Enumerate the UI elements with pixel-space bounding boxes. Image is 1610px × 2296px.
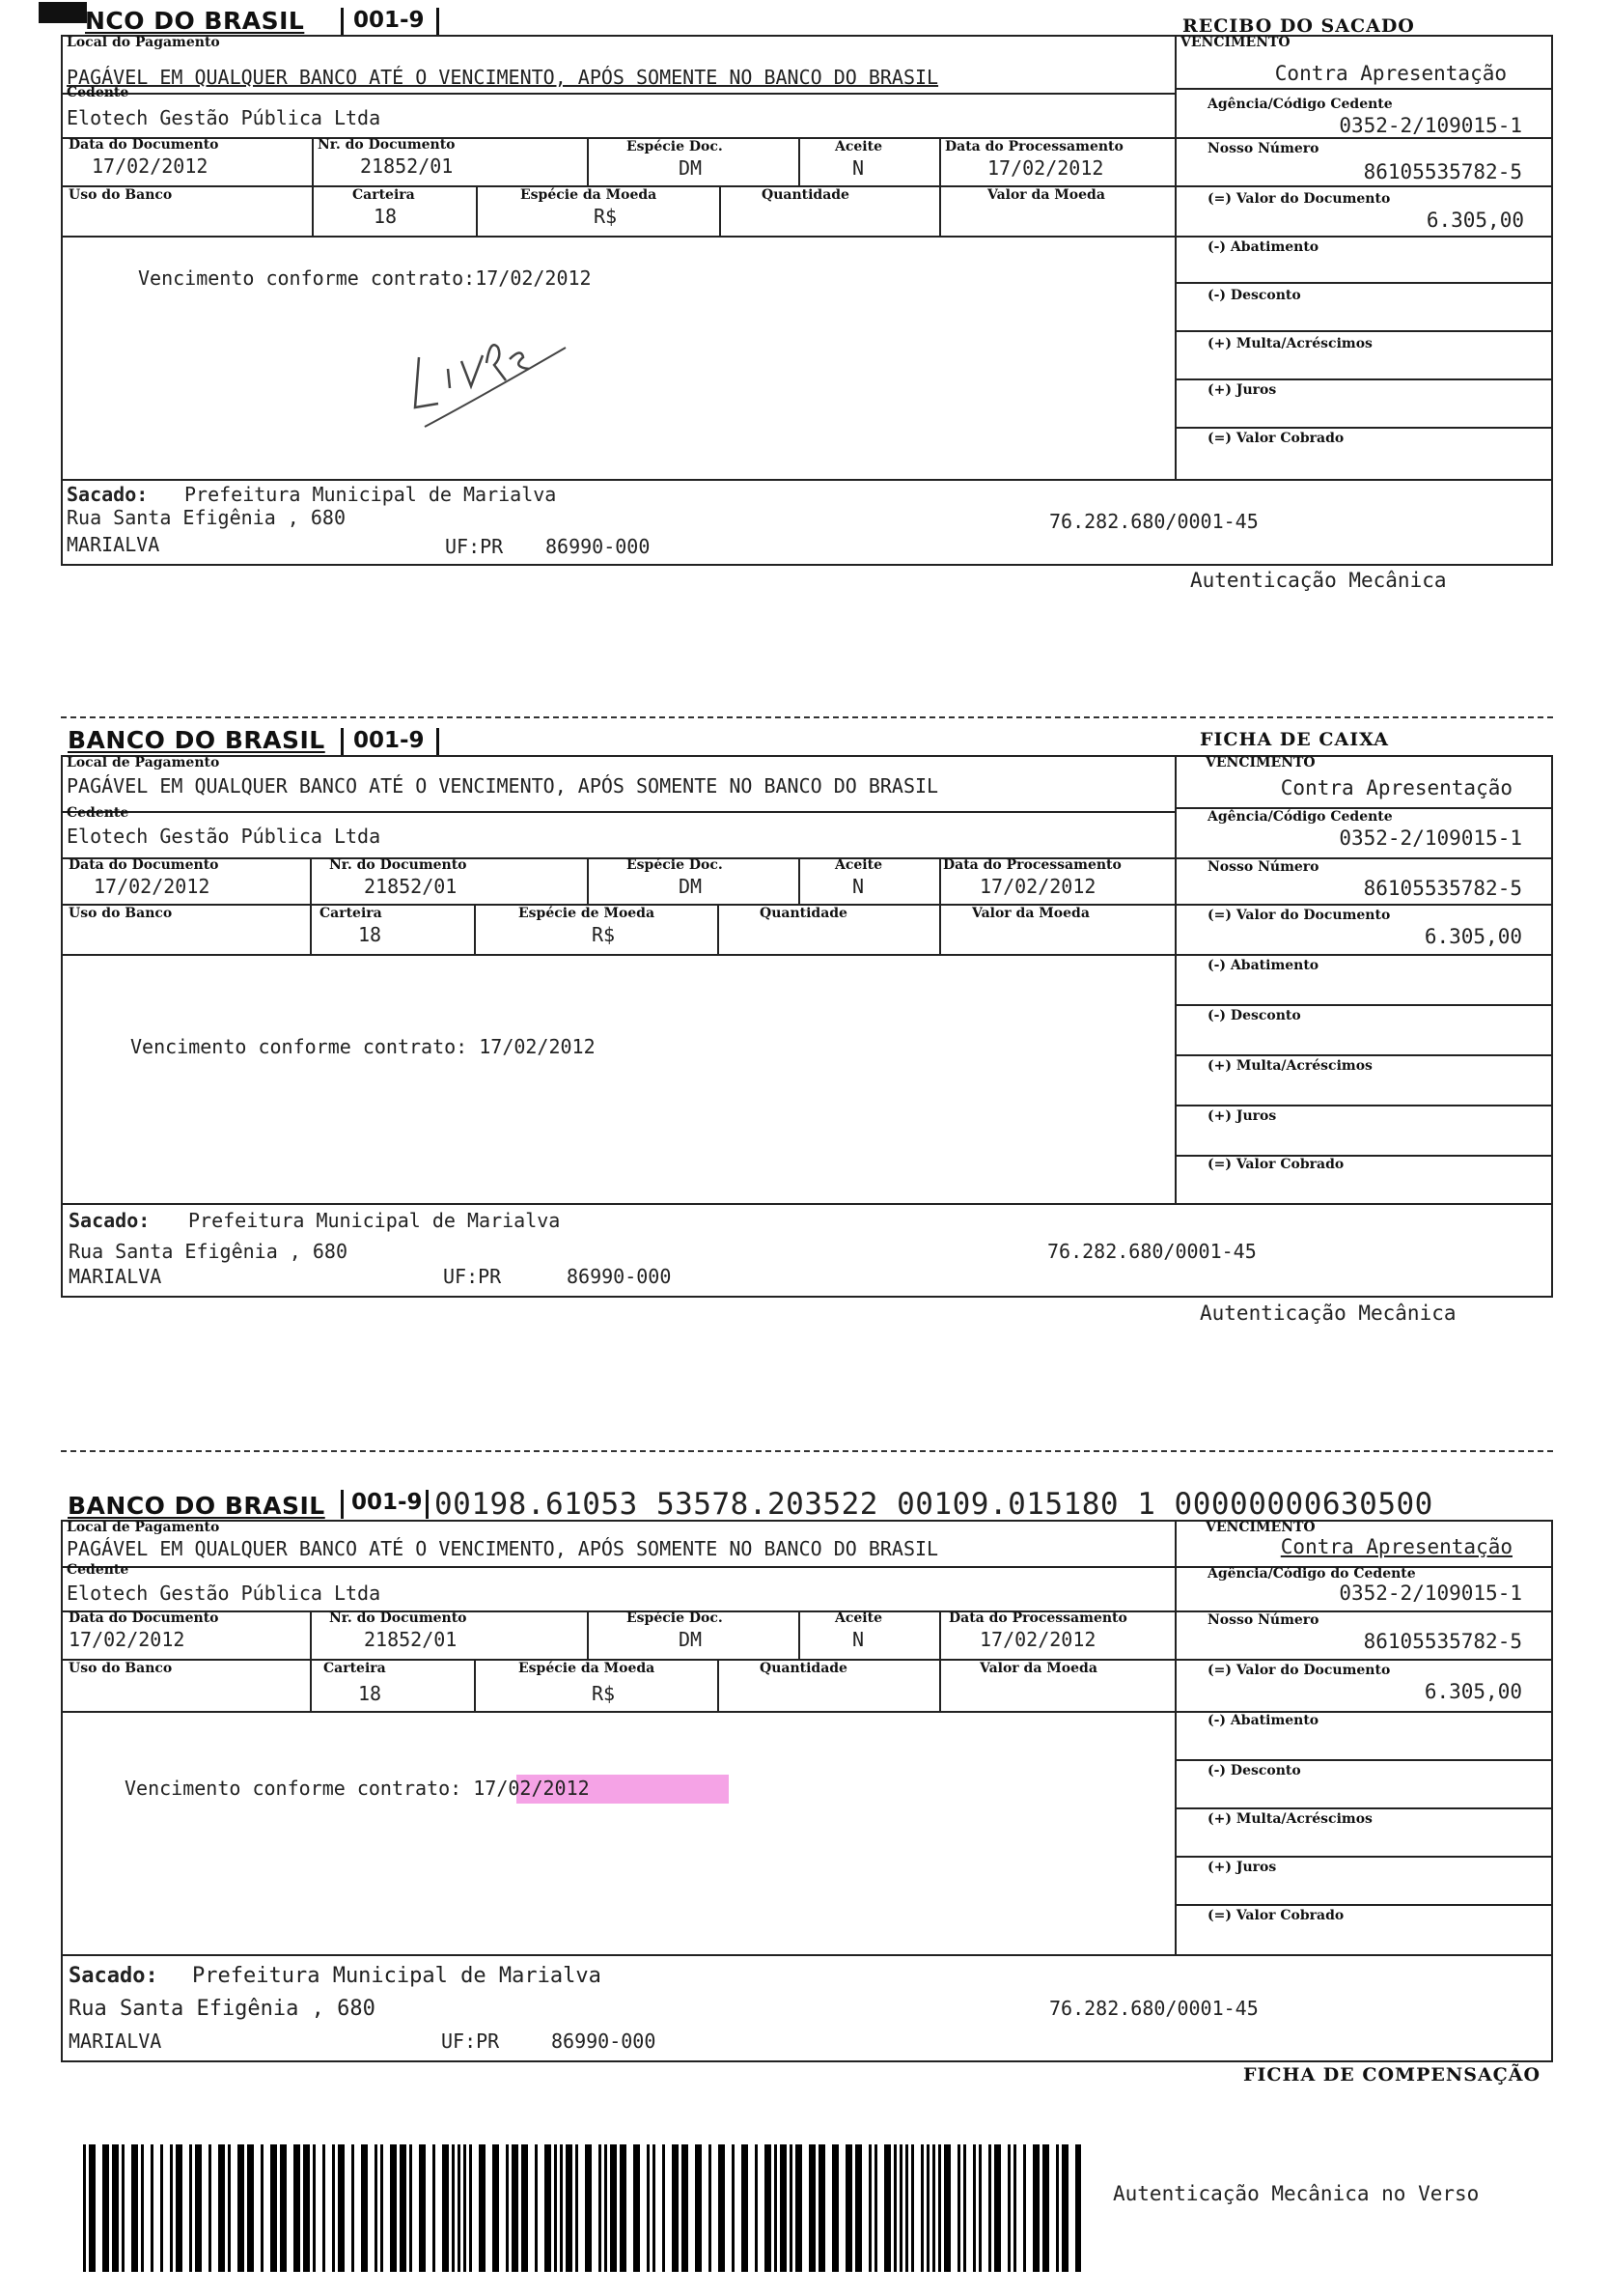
uso-banco-label: Uso do Banco [69,187,173,203]
cnpj: 76.282.680/0001-45 [1047,1240,1257,1263]
data-doc-label: Data do Documento [69,137,219,153]
barcode-bar [303,2144,310,2272]
barcode-bar [237,2144,244,2272]
nr-doc-label: Nr. do Documento [329,1610,467,1626]
barcode-bar [662,2144,665,2272]
instrucao [125,1777,590,1800]
vencimento-label: VENCIMENTO [1206,1520,1316,1535]
carteira-label: Carteira [319,906,382,921]
data-doc-label: Data do Documento [69,1610,219,1626]
barcode-bar [633,2144,640,2272]
barcode-bar [575,2144,578,2272]
scan-blot [39,2,87,23]
barcode-bar [932,2144,935,2272]
barcode-bar [479,2144,486,2272]
sacado-endereco: Rua Santa Efigênia , 680 [69,1240,347,1263]
boleto-form [61,1520,1553,2062]
abatimento-label: (-) Abatimento [1208,239,1319,255]
barcode-bar [390,2144,397,2272]
multa-label: (+) Multa/Acréscimos [1208,1811,1373,1827]
barcode-bar [790,2144,792,2272]
valor-doc: 6.305,00 [1424,925,1522,948]
data-proc-label: Data do Processamento [943,857,1122,873]
nr-doc: 21852/01 [360,154,454,178]
local-pagamento: PAGÁVEL EM QUALQUER BANCO ATÉ O VENCIMENTO, APÓS SOMENTE NO BANCO DO BRASIL [67,774,939,798]
data-proc: 17/02/2012 [980,1628,1096,1651]
valor-doc-label: (=) Valor do Documento [1208,1663,1391,1678]
barcode-bar [112,2144,119,2272]
nosso-numero: 86105535782-5 [1363,877,1522,900]
especie-moeda: R$ [592,1682,616,1705]
bank-code-divider [426,1490,429,1519]
boleto-form [61,35,1553,566]
barcode-bar [492,2144,499,2272]
barcode-bar [469,2144,472,2272]
valor-cobrado-label: (=) Valor Cobrado [1208,1908,1345,1923]
data-doc: 17/02/2012 [69,1628,185,1651]
handwritten-signature [405,319,579,434]
quantidade-label: Quantidade [762,187,849,203]
barcode-bar [695,2144,702,2272]
barcode-bar [83,2144,86,2272]
barcode-bar [905,2144,908,2272]
barcode-bar [874,2144,877,2272]
nr-doc-label: Nr. do Documento [329,857,467,873]
barcode-bar [894,2144,897,2272]
valor-cobrado-label: (=) Valor Cobrado [1208,431,1345,446]
instrucao: Vencimento conforme contrato:17/02/2012 [138,266,592,290]
barcode-bar [208,2144,211,2272]
barcode-bar [280,2144,287,2272]
agencia-label: Agência/Código Cedente [1208,97,1393,112]
cut-line [61,1450,1553,1452]
carteira: 18 [358,1682,382,1705]
barcode-bar [270,2144,277,2272]
cut-line [61,716,1553,718]
barcode-bar [585,2144,592,2272]
barcode-bar [361,2144,368,2272]
valor-cobrado-label: (=) Valor Cobrado [1208,1157,1345,1172]
sacado-cidade: MARIALVA [67,533,160,556]
abatimento-label: (-) Abatimento [1208,958,1319,973]
especie-doc: DM [679,156,703,180]
barcode-bar [809,2144,816,2272]
barcode-bar [544,2144,551,2272]
sacado-cep: 86990-000 [545,535,651,558]
barcode-bar [102,2144,109,2272]
uso-banco-label: Uso do Banco [69,1661,173,1676]
barcode-bar [351,2144,354,2272]
data-proc: 17/02/2012 [980,875,1096,898]
cedente: Elotech Gestão Pública Ltda [67,825,381,848]
cnpj: 76.282.680/0001-45 [1049,1997,1259,2020]
bank-code-divider [436,8,439,37]
data-proc-label: Data do Processamento [949,1610,1127,1626]
autenticacao-label: Autenticação Mecânica [1200,1302,1457,1325]
barcode-bar [652,2144,655,2272]
barcode-bar [780,2144,787,2272]
vencimento-label: VENCIMENTO [1206,755,1316,770]
barcode-bar [855,2144,862,2272]
especie-doc: DM [679,1628,703,1651]
barcode-bar [672,2144,679,2272]
barcode-bar [610,2144,617,2272]
barcode-bar [151,2144,153,2272]
carteira: 18 [374,205,398,228]
barcode-bar [1023,2144,1026,2272]
instrucao-highlighted: : 17/02/2012 [450,1777,590,1800]
barcode-bar [911,2144,914,2272]
barcode-bar [604,2144,607,2272]
aceite: N [852,1628,865,1651]
especie-moeda: R$ [592,923,616,946]
aceite: N [852,156,865,180]
barcode-bar [1062,2144,1069,2272]
nosso-numero: 86105535782-5 [1363,1630,1522,1653]
especie-doc: DM [679,875,703,898]
quantidade-label: Quantidade [760,1661,847,1676]
autenticacao-verso-label: Autenticação Mecânica no Verso [1113,2182,1480,2205]
sacado-label: Sacado: [69,1209,151,1232]
barcode-bar [89,2144,96,2272]
barcode-bar [938,2144,941,2272]
sacado-label: Sacado: [69,1964,158,1988]
barcode-bar [718,2144,725,2272]
barcode-bar [1033,2144,1040,2272]
local-pagamento: PAGÁVEL EM QUALQUER BANCO ATÉ O VENCIMENTO, APÓS SOMENTE NO BANCO DO BRASIL [67,1537,939,1560]
bank-code: 001-9 [353,728,425,753]
barcode-bar [979,2144,982,2272]
vencimento: Contra Apresentação [1280,1535,1513,1558]
barcode-bar [900,2144,902,2272]
barcode-bar [963,2144,966,2272]
barcode-bar [884,2144,891,2272]
valor-moeda-label: Valor da Moeda [980,1661,1097,1676]
cedente: Elotech Gestão Pública Ltda [67,106,381,129]
multa-label: (+) Multa/Acréscimos [1208,1058,1373,1074]
barcode-bar [832,2144,839,2272]
local-label: Local do Pagamento [67,35,220,50]
nr-doc-label: Nr. do Documento [318,137,456,153]
agencia: 0352-2/109015-1 [1339,114,1522,137]
data-proc-label: Data do Processamento [945,139,1124,154]
barcode-bar [452,2144,455,2272]
barcode-bar [189,2144,192,2272]
nosso-numero-label: Nosso Número [1208,1612,1319,1628]
agencia: 0352-2/109015-1 [1339,1582,1522,1605]
barcode-bar [958,2144,960,2272]
agencia: 0352-2/109015-1 [1339,826,1522,850]
bank-name: NCO DO BRASIL [85,7,305,35]
instrucao: Vencimento conforme contrato: 17/02/2012 [130,1035,596,1058]
barcode-bar [732,2144,735,2272]
valor-doc-label: (=) Valor do Documento [1208,908,1391,923]
barcode-bar [566,2144,572,2272]
barcode-bar [620,2144,626,2272]
barcode-bar [293,2144,300,2272]
barcode-bar [1056,2144,1059,2272]
barcode-bar [755,2144,758,2272]
barcode-bar [338,2144,345,2272]
cedente-label: Cedente [67,85,129,100]
nosso-numero-label: Nosso Número [1208,141,1319,156]
juros-label: (+) Juros [1208,382,1277,398]
especie-doc-label: Espécie Doc. [626,857,723,873]
nr-doc: 21852/01 [364,875,458,898]
desconto-label: (-) Desconto [1208,1008,1301,1023]
bank-code-divider [341,8,344,37]
vencimento-label: VENCIMENTO [1180,35,1291,50]
linha-digitavel: 00198.61053 53578.203522 00109.015180 1 00000000630500 [434,1487,1433,1522]
aceite-label: Aceite [835,857,882,873]
bank-name: BANCO DO BRASIL [68,1492,325,1520]
cedente: Elotech Gestão Pública Ltda [67,1582,381,1605]
agencia-label: Agência/Código do Cedente [1208,1566,1416,1582]
barcode-bar [432,2144,435,2272]
barcode-bar [944,2144,951,2272]
barcode-bar [247,2144,254,2272]
barcode [83,2144,1081,2272]
barcode-bar [795,2144,802,2272]
barcode-bar [560,2144,563,2272]
bank-code-divider [436,728,439,757]
barcode-bar [869,2144,872,2272]
valor-moeda-label: Valor da Moeda [987,187,1105,203]
barcode-bar [332,2144,335,2272]
barcode-bar [681,2144,688,2272]
sacado-endereco: Rua Santa Efigênia , 680 [69,1997,375,2021]
sacado-endereco: Rua Santa Efigênia , 680 [67,506,346,529]
barcode-bar [1075,2144,1081,2272]
barcode-bar [442,2144,449,2272]
sacado-label: Sacado: [67,483,149,506]
barcode-bar [521,2144,528,2272]
barcode-bar [846,2144,852,2272]
barcode-bar [647,2144,650,2272]
cedente-label: Cedente [67,1562,129,1578]
barcode-bar [122,2144,125,2272]
sacado-cep: 86990-000 [567,1265,672,1288]
especie-moeda-label: Espécie de Moeda [518,906,655,921]
sacado-nome: Prefeitura Municipal de Marialva [192,1964,601,1988]
local-label: Local de Pagamento [67,1520,220,1535]
barcode-bar [458,2144,460,2272]
carteira-label: Carteira [323,1661,386,1676]
vencimento: Contra Apresentação [1274,62,1507,85]
juros-label: (+) Juros [1208,1860,1277,1875]
barcode-bar [409,2144,412,2272]
barcode-bar [554,2144,557,2272]
barcode-bar [708,2144,711,2272]
especie-doc-label: Espécie Doc. [626,139,723,154]
barcode-bar [819,2144,825,2272]
barcode-bar [741,2144,748,2272]
uso-banco-label: Uso do Banco [69,906,173,921]
valor-doc-label: (=) Valor do Documento [1208,191,1391,207]
barcode-bar [512,2144,518,2272]
barcode-bar [764,2144,771,2272]
autenticacao-label: Autenticação Mecânica [1190,569,1447,592]
barcode-bar [195,2144,202,2272]
barcode-bar [973,2144,976,2272]
nr-doc: 21852/01 [364,1628,458,1651]
barcode-bar [380,2144,383,2272]
sacado-cep: 86990-000 [551,2030,656,2053]
barcode-bar [988,2144,991,2272]
cnpj: 76.282.680/0001-45 [1049,510,1259,533]
barcode-bar [261,2144,264,2272]
local-pagamento: PAGÁVEL EM QUALQUER BANCO ATÉ O VENCIMENTO, APÓS SOMENTE NO BANCO DO BRASIL [67,66,939,89]
bank-code-divider [341,728,344,757]
especie-moeda: R$ [594,205,618,228]
sacado-nome: Prefeitura Municipal de Marialva [184,483,557,506]
barcode-bar [921,2144,924,2272]
barcode-bar [375,2144,377,2272]
barcode-bar [1013,2144,1016,2272]
barcode-bar [176,2144,182,2272]
sacado-uf: UF:PR [443,1265,502,1288]
barcode-bar [506,2144,509,2272]
barcode-bar [228,2144,231,2272]
valor-doc: 6.305,00 [1426,209,1524,232]
barcode-bar [170,2144,173,2272]
barcode-bar [141,2144,144,2272]
desconto-label: (-) Desconto [1208,288,1301,303]
barcode-bar [535,2144,538,2272]
abatimento-label: (-) Abatimento [1208,1713,1319,1728]
sacado-nome: Prefeitura Municipal de Marialva [188,1209,561,1232]
barcode-bar [774,2144,777,2272]
barcode-bar [419,2144,426,2272]
carteira: 18 [358,923,382,946]
especie-moeda-label: Espécie da Moeda [518,1661,655,1676]
carteira-label: Carteira [352,187,415,203]
barcode-bar [1042,2144,1049,2272]
data-doc: 17/02/2012 [94,875,210,898]
barcode-bar [218,2144,225,2272]
barcode-bar [927,2144,930,2272]
barcode-bar [313,2144,316,2272]
barcode-bar [994,2144,1001,2272]
nosso-numero: 86105535782-5 [1363,160,1522,183]
barcode-bar [598,2144,601,2272]
juros-label: (+) Juros [1208,1108,1277,1124]
aceite-label: Aceite [835,139,882,154]
cedente-label: Cedente [67,805,129,821]
sacado-uf: UF:PR [441,2030,500,2053]
sacado-cidade: MARIALVA [69,2030,162,2053]
valor-doc: 6.305,00 [1424,1680,1522,1703]
slip-title: FICHA DE CAIXA [1200,729,1389,750]
aceite-label: Aceite [835,1610,882,1626]
boleto-form [61,755,1553,1298]
data-proc: 17/02/2012 [987,156,1104,180]
agencia-label: Agência/Código Cedente [1208,809,1393,825]
barcode-bar [400,2144,406,2272]
sacado-cidade: MARIALVA [69,1265,162,1288]
multa-label: (+) Multa/Acréscimos [1208,336,1373,351]
especie-moeda-label: Espécie da Moeda [520,187,657,203]
bank-name: BANCO DO BRASIL [68,726,325,754]
bank-code: 001-9 [351,1490,423,1515]
bank-code-divider [341,1490,344,1519]
sacado-uf: UF:PR [445,535,504,558]
ficha-compensacao-label: FICHA DE COMPENSAÇÃO [1243,2064,1541,2086]
barcode-bar [322,2144,325,2272]
instrucao-text: Vencimento conforme contrato [125,1777,451,1800]
barcode-bar [131,2144,138,2272]
barcode-bar [160,2144,163,2272]
quantidade-label: Quantidade [760,906,847,921]
barcode-bar [463,2144,466,2272]
slip-title: RECIBO DO SACADO [1182,15,1415,37]
vencimento: Contra Apresentação [1280,776,1513,799]
barcode-bar [1008,2144,1011,2272]
desconto-label: (-) Desconto [1208,1763,1301,1778]
bank-code: 001-9 [353,8,425,33]
valor-moeda-label: Valor da Moeda [972,906,1090,921]
data-doc-label: Data do Documento [69,857,219,873]
especie-doc-label: Espécie Doc. [626,1610,723,1626]
nosso-numero-label: Nosso Número [1208,859,1319,875]
data-doc: 17/02/2012 [92,154,208,178]
aceite: N [852,875,865,898]
local-label: Local de Pagamento [67,755,220,770]
